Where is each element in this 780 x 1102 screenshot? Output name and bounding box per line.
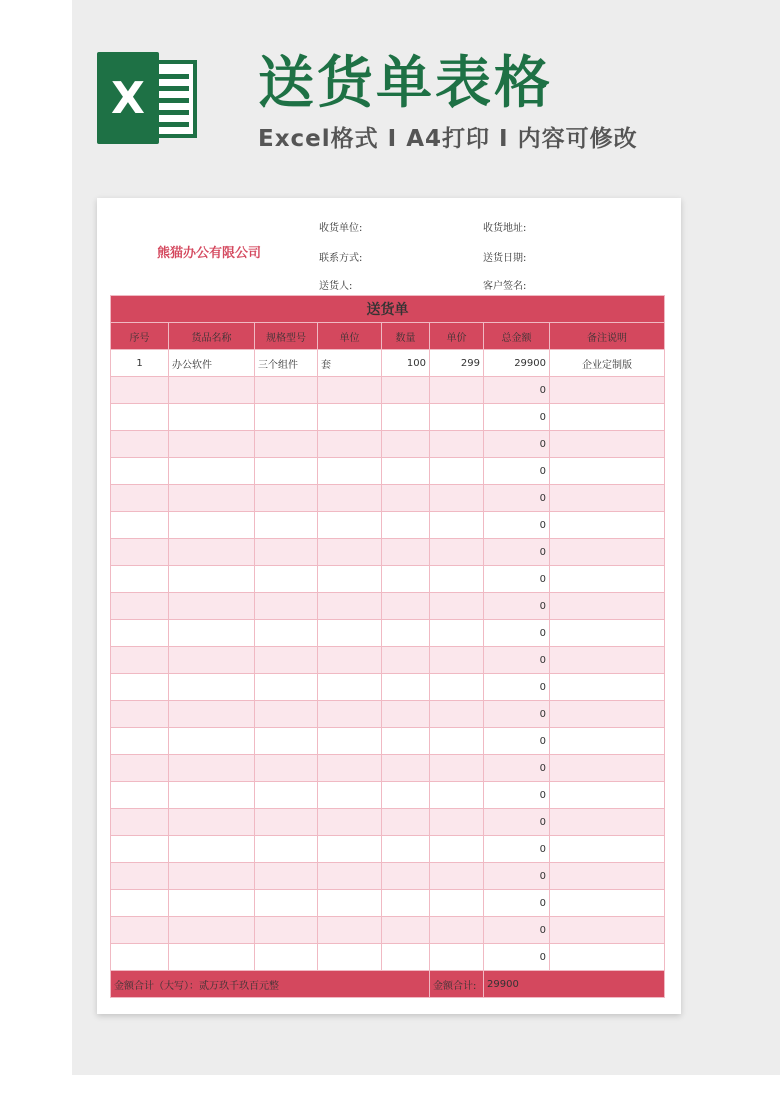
table-cell[interactable] [382, 512, 430, 539]
column-header: 总金额 [484, 323, 550, 350]
table-cell[interactable] [255, 566, 318, 593]
table-cell[interactable] [111, 701, 169, 728]
table-cell[interactable] [111, 890, 169, 917]
table-cell[interactable] [382, 620, 430, 647]
table-cell[interactable] [382, 863, 430, 890]
table-cell[interactable] [318, 593, 382, 620]
table-cell[interactable] [550, 755, 665, 782]
table-cell[interactable] [255, 485, 318, 512]
table-cell[interactable] [550, 674, 665, 701]
table-cell[interactable]: 0 [484, 404, 550, 431]
table-cell[interactable] [550, 647, 665, 674]
table-cell[interactable] [255, 944, 318, 971]
table-cell[interactable]: 0 [484, 917, 550, 944]
table-cell[interactable] [169, 647, 255, 674]
table-cell[interactable] [111, 485, 169, 512]
table-cell[interactable] [430, 539, 484, 566]
table-cell[interactable] [550, 404, 665, 431]
table-cell[interactable] [255, 917, 318, 944]
table-cell[interactable] [169, 593, 255, 620]
table-cell[interactable] [318, 917, 382, 944]
table-cell[interactable] [169, 728, 255, 755]
table-cell[interactable]: 0 [484, 512, 550, 539]
table-cell[interactable] [382, 782, 430, 809]
table-cell[interactable] [255, 674, 318, 701]
table-cell[interactable] [111, 458, 169, 485]
deliverer-label: 送货人: [319, 281, 353, 292]
table-cell[interactable] [550, 809, 665, 836]
delivery-table [110, 295, 665, 998]
table-row [111, 728, 665, 755]
table-cell[interactable] [169, 674, 255, 701]
table-cell[interactable]: 0 [484, 593, 550, 620]
table-cell[interactable] [382, 485, 430, 512]
table-cell[interactable] [550, 863, 665, 890]
table-cell[interactable] [430, 782, 484, 809]
table-cell[interactable] [255, 836, 318, 863]
table-row [111, 512, 665, 539]
table-row [111, 593, 665, 620]
table-cell[interactable] [111, 404, 169, 431]
table-cell[interactable] [550, 944, 665, 971]
table-cell[interactable] [430, 755, 484, 782]
table-cell[interactable] [111, 620, 169, 647]
table-cell[interactable] [382, 944, 430, 971]
table-cell[interactable] [255, 809, 318, 836]
table-cell[interactable] [318, 782, 382, 809]
table-cell[interactable] [318, 728, 382, 755]
table-cell[interactable]: 0 [484, 728, 550, 755]
table-cell[interactable] [382, 647, 430, 674]
excel-logo-icon: X [97, 52, 199, 144]
table-cell[interactable] [550, 566, 665, 593]
table-cell[interactable] [550, 485, 665, 512]
table-cell[interactable] [382, 701, 430, 728]
table-cell[interactable] [255, 863, 318, 890]
table-cell[interactable] [550, 377, 665, 404]
total-in-words [111, 971, 430, 998]
table-cell[interactable] [550, 512, 665, 539]
contact-label: 联系方式: [319, 253, 363, 264]
table-cell[interactable] [430, 377, 484, 404]
column-header: 货品名称 [169, 323, 255, 350]
table-cell[interactable]: 0 [484, 809, 550, 836]
table-cell[interactable] [550, 539, 665, 566]
table-cell[interactable]: 0 [484, 863, 550, 890]
table-cell[interactable]: 套 [318, 350, 382, 377]
table-cell[interactable]: 企业定制版 [550, 350, 665, 377]
total-words-label: 金额合计（大写）： [114, 980, 199, 992]
table-cell[interactable] [430, 431, 484, 458]
table-cell[interactable]: 三个组件 [255, 350, 318, 377]
table-cell[interactable] [430, 809, 484, 836]
receiver-address-label: 收货地址: [483, 223, 527, 234]
table-cell[interactable] [255, 377, 318, 404]
receiver-unit-label: 收货单位: [319, 223, 363, 234]
column-header: 序号 [111, 323, 169, 350]
table-cell[interactable]: 0 [484, 890, 550, 917]
table-cell[interactable] [111, 674, 169, 701]
table-cell[interactable] [318, 890, 382, 917]
table-cell[interactable] [111, 593, 169, 620]
table-cell[interactable] [255, 782, 318, 809]
table-cell[interactable] [169, 701, 255, 728]
table-cell[interactable] [111, 377, 169, 404]
table-cell[interactable] [111, 539, 169, 566]
table-cell[interactable] [169, 431, 255, 458]
table-cell[interactable]: 办公软件 [169, 350, 255, 377]
total-value: 29900 [484, 971, 665, 998]
table-cell[interactable] [430, 404, 484, 431]
table-cell[interactable]: 0 [484, 944, 550, 971]
table-cell[interactable]: 1 [111, 350, 169, 377]
table-cell[interactable] [318, 863, 382, 890]
table-title: 送货单 [111, 296, 665, 323]
table-cell[interactable] [430, 674, 484, 701]
table-cell[interactable] [169, 566, 255, 593]
table-cell[interactable] [430, 512, 484, 539]
table-cell[interactable] [318, 836, 382, 863]
table-cell[interactable] [382, 890, 430, 917]
table-cell[interactable] [111, 566, 169, 593]
table-cell[interactable] [430, 890, 484, 917]
delivery-date-label: 送货日期: [483, 253, 527, 264]
table-cell[interactable] [111, 647, 169, 674]
total-row [111, 971, 665, 998]
table-cell[interactable] [382, 755, 430, 782]
table-cell[interactable] [430, 593, 484, 620]
table-cell[interactable] [169, 944, 255, 971]
table-row [111, 836, 665, 863]
customer-sign-label: 客户签名: [483, 281, 527, 292]
table-cell[interactable] [550, 620, 665, 647]
table-row [111, 701, 665, 728]
table-row [111, 566, 665, 593]
table-cell[interactable] [430, 620, 484, 647]
table-row [111, 755, 665, 782]
table-cell[interactable] [255, 647, 318, 674]
table-cell[interactable] [318, 485, 382, 512]
table-cell[interactable]: 0 [484, 674, 550, 701]
table-row [111, 377, 665, 404]
company-name: 熊猫办公有限公司 [157, 246, 262, 261]
table-cell[interactable] [255, 512, 318, 539]
table-cell[interactable] [550, 890, 665, 917]
table-row [111, 647, 665, 674]
table-cell[interactable] [318, 755, 382, 782]
column-header: 规格型号 [255, 323, 318, 350]
table-cell[interactable] [318, 620, 382, 647]
table-cell[interactable] [318, 377, 382, 404]
table-row [111, 404, 665, 431]
table-cell[interactable] [318, 674, 382, 701]
table-cell[interactable] [169, 863, 255, 890]
table-cell[interactable] [550, 701, 665, 728]
table-cell[interactable] [382, 917, 430, 944]
table-cell[interactable] [550, 782, 665, 809]
table-cell[interactable] [318, 647, 382, 674]
total-label: 金额合计: [430, 971, 484, 998]
table-cell[interactable] [430, 566, 484, 593]
table-row [111, 863, 665, 890]
table-cell[interactable]: 0 [484, 620, 550, 647]
table-cell[interactable]: 0 [484, 485, 550, 512]
table-row [111, 674, 665, 701]
table-cell[interactable] [318, 512, 382, 539]
table-cell[interactable] [318, 404, 382, 431]
table-cell[interactable] [318, 701, 382, 728]
table-cell[interactable] [169, 458, 255, 485]
table-cell[interactable] [430, 701, 484, 728]
table-cell[interactable] [550, 917, 665, 944]
table-cell[interactable] [255, 431, 318, 458]
table-row [111, 485, 665, 512]
table-cell[interactable] [111, 809, 169, 836]
table-cell[interactable] [255, 458, 318, 485]
table-cell[interactable]: 299 [430, 350, 484, 377]
table-cell[interactable] [430, 944, 484, 971]
table-cell[interactable] [382, 593, 430, 620]
table-row [111, 809, 665, 836]
table-cell[interactable] [550, 728, 665, 755]
table-cell[interactable] [318, 539, 382, 566]
table-cell[interactable] [382, 431, 430, 458]
table-cell[interactable] [550, 836, 665, 863]
table-cell[interactable] [169, 404, 255, 431]
table-cell[interactable] [255, 728, 318, 755]
table-cell[interactable]: 0 [484, 377, 550, 404]
table-cell[interactable] [382, 674, 430, 701]
column-header: 备注说明 [550, 323, 665, 350]
column-header: 单价 [430, 323, 484, 350]
table-row [111, 782, 665, 809]
page-subtitle: Excel格式 I A4打印 I 内容可修改 [258, 126, 638, 152]
table-cell[interactable]: 0 [484, 701, 550, 728]
page-title: 送货单表格 [258, 51, 553, 116]
table-cell[interactable] [318, 431, 382, 458]
table-row [111, 890, 665, 917]
table-cell[interactable] [382, 539, 430, 566]
table-cell[interactable] [255, 539, 318, 566]
table-cell[interactable] [318, 458, 382, 485]
table-cell[interactable] [382, 377, 430, 404]
table-cell[interactable] [169, 890, 255, 917]
table-cell[interactable]: 0 [484, 431, 550, 458]
table-cell[interactable] [318, 809, 382, 836]
table-cell[interactable] [111, 917, 169, 944]
table-row [111, 458, 665, 485]
table-row [111, 350, 665, 377]
table-cell[interactable]: 0 [484, 458, 550, 485]
table-cell[interactable] [430, 647, 484, 674]
table-cell[interactable] [169, 512, 255, 539]
table-cell[interactable] [111, 944, 169, 971]
table-row [111, 539, 665, 566]
table-cell[interactable] [382, 404, 430, 431]
table-cell[interactable] [430, 458, 484, 485]
table-cell[interactable] [255, 593, 318, 620]
column-header: 单位 [318, 323, 382, 350]
table-cell[interactable]: 100 [382, 350, 430, 377]
delivery-note-sheet [97, 198, 681, 1014]
table-row [111, 431, 665, 458]
total-words-value: 贰万玖千玖百元整 [199, 980, 279, 992]
table-cell[interactable] [382, 728, 430, 755]
table-cell[interactable] [111, 836, 169, 863]
table-row [111, 917, 665, 944]
table-cell[interactable] [169, 377, 255, 404]
table-cell[interactable] [550, 431, 665, 458]
table-cell[interactable] [550, 458, 665, 485]
table-cell[interactable]: 0 [484, 566, 550, 593]
table-cell[interactable] [430, 836, 484, 863]
table-cell[interactable] [382, 809, 430, 836]
column-header: 数量 [382, 323, 430, 350]
table-cell[interactable]: 0 [484, 836, 550, 863]
table-cell[interactable] [255, 701, 318, 728]
table-cell[interactable] [430, 917, 484, 944]
table-cell[interactable]: 0 [484, 647, 550, 674]
table-cell[interactable] [111, 863, 169, 890]
table-cell[interactable] [430, 485, 484, 512]
table-cell[interactable]: 0 [484, 782, 550, 809]
table-cell[interactable] [169, 782, 255, 809]
table-cell[interactable] [255, 620, 318, 647]
table-cell[interactable]: 0 [484, 539, 550, 566]
table-cell[interactable] [169, 809, 255, 836]
table-cell[interactable] [169, 755, 255, 782]
table-row [111, 944, 665, 971]
table-cell[interactable] [255, 404, 318, 431]
table-cell[interactable] [430, 863, 484, 890]
table-cell[interactable] [169, 836, 255, 863]
table-cell[interactable] [318, 566, 382, 593]
table-cell[interactable] [382, 458, 430, 485]
table-cell[interactable] [318, 944, 382, 971]
table-cell[interactable] [430, 728, 484, 755]
table-cell[interactable] [169, 917, 255, 944]
table-row [111, 620, 665, 647]
table-cell[interactable] [111, 728, 169, 755]
table-cell[interactable] [111, 431, 169, 458]
table-cell[interactable] [111, 782, 169, 809]
table-cell[interactable] [111, 755, 169, 782]
table-cell[interactable] [255, 890, 318, 917]
table-cell[interactable] [169, 620, 255, 647]
table-cell[interactable] [169, 485, 255, 512]
table-cell[interactable] [550, 593, 665, 620]
table-cell[interactable] [169, 539, 255, 566]
table-cell[interactable] [382, 836, 430, 863]
table-cell[interactable] [255, 755, 318, 782]
table-cell[interactable] [382, 566, 430, 593]
table-cell[interactable]: 0 [484, 755, 550, 782]
table-cell[interactable] [111, 512, 169, 539]
table-cell[interactable]: 29900 [484, 350, 550, 377]
